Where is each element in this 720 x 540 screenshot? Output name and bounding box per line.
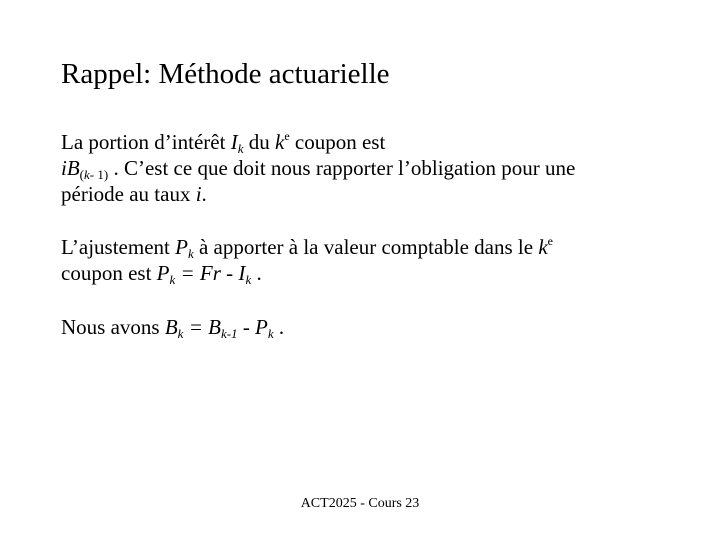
variable-i: i [61,156,67,180]
variable-B: B [164,315,178,339]
text-run: à apporter à la valeur comptable dans le [193,235,539,259]
text-run: période au taux [61,182,196,206]
paragraph-line [61,260,553,286]
subscript-k: k [187,246,194,261]
paragraph-interest-portion [61,129,575,207]
subscript-k: k [267,326,274,341]
paragraph-line [61,155,575,181]
variable-P: P [175,235,188,259]
text-run: coupon est [61,261,157,285]
subscript-k: k [177,326,184,341]
footer-text: ACT2025 - Cours 23 [300,496,420,511]
variable-k: k [538,235,548,259]
subscript-k: k [84,167,90,182]
slide-title: Rappel: Méthode actuarielle [61,58,390,90]
paragraph-adjustment [61,234,553,286]
text-run: . [273,315,285,339]
variable-k: k [274,130,285,154]
text-run: . C’est ce que doit nous rapporter l’obligation pour une [108,156,576,180]
paragraph-line [61,181,575,207]
subscript-k: k [169,272,176,287]
text-run: . [251,261,262,285]
slide-footer [0,495,720,513]
superscript-e: e [547,234,553,248]
variable-I: I [230,130,238,154]
paragraph-line [61,234,553,260]
subscript-paren: ( [79,167,85,182]
text-run: coupon est [289,130,386,154]
text-run: La portion d’intérêt [61,130,231,154]
subscript-k-minus-1: k-1 [220,326,238,341]
formula-text: = B [183,315,221,339]
variable-B: B [66,156,80,180]
text-run: L’ajustement [61,235,176,259]
subscript-rest: - 1) [89,167,109,182]
paragraph-line [61,314,284,340]
superscript-e: e [284,129,290,143]
subscript-k: k [245,272,252,287]
text-run: du [243,130,275,154]
paragraph-line [61,129,575,155]
text-run: . [201,182,207,206]
formula-text: - P [237,315,268,339]
paragraph-balance [61,314,284,340]
variable-P: P [156,261,170,285]
subscript-k: k [237,141,244,156]
variable-i: i [195,182,202,206]
formula-text: = Fr - I [175,261,246,285]
text-run: Nous avons [61,315,165,339]
